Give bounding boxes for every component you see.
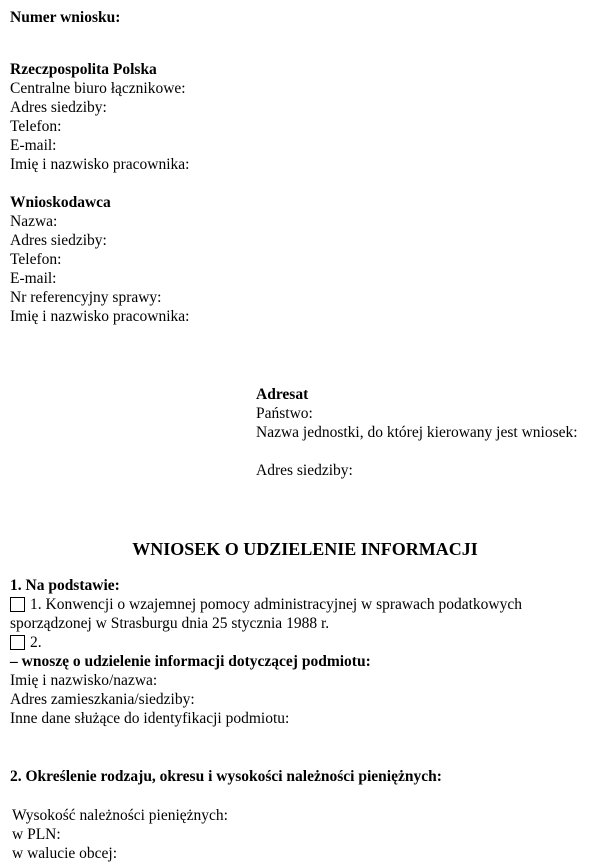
other-basis-label: 2. (30, 634, 42, 651)
subject-field-address: Adres zamieszkania/siedziby: (10, 691, 195, 708)
sender-field-email: E-mail: (10, 137, 57, 154)
applicant-field-email: E-mail: (10, 270, 57, 287)
applicant-heading: Wnioskodawca (10, 194, 111, 211)
addressee-field-country: Państwo: (256, 405, 313, 422)
sender-heading: Rzeczpospolita Polska (10, 61, 157, 78)
applicant-field-employee: Imię i nazwisko pracownika: (10, 308, 190, 325)
request-number-label: Numer wniosku: (10, 9, 121, 26)
addressee-heading: Adresat (256, 386, 309, 403)
subject-field-other-data: Inne dane służące do identyfikacji podmiotu: (10, 710, 290, 727)
sender-field-address: Adres siedziby: (10, 99, 107, 116)
subject-field-name: Imię i nazwisko/nazwa: (10, 672, 158, 689)
convention-label: 1. Konwencji o wzajemnej pomocy administracyjnej w sprawach podatkowych (30, 596, 522, 613)
legal-basis-option-2[interactable] (10, 633, 42, 652)
amount-foreign-label: w walucie obcej: (12, 845, 118, 862)
legal-basis-option-1[interactable] (10, 595, 522, 614)
applicant-field-address: Adres siedziby: (10, 232, 107, 249)
applicant-field-reference: Nr referencyjny sprawy: (10, 289, 162, 306)
sender-field-employee: Imię i nazwisko pracownika: (10, 156, 190, 173)
addressee-field-unit: Nazwa jednostki, do której kierowany jest wniosek: (256, 424, 578, 441)
document-title: WNIOSEK O UDZIELENIE INFORMACJI (132, 539, 478, 559)
applicant-field-name: Nazwa: (10, 213, 58, 230)
sender-field-liaison-office: Centralne biuro łącznikowe: (10, 80, 186, 97)
convention-checkbox[interactable] (10, 597, 25, 612)
addressee-field-address: Adres siedziby: (256, 462, 353, 479)
applicant-field-phone: Telefon: (10, 251, 62, 268)
amount-label: Wysokość należności pieniężnych: (12, 807, 228, 824)
amount-pln-label: w PLN: (12, 826, 61, 843)
section1-heading: 1. Na podstawie: (10, 577, 120, 594)
section2-heading: 2. Określenie rodzaju, okresu i wysokości należności pieniężnych: (10, 768, 442, 785)
request-heading: – wnoszę o udzielenie informacji dotyczącej podmiotu: (10, 653, 371, 670)
convention-label-continued: sporządzonej w Strasburgu dnia 25 stycznia 1988 r. (10, 615, 330, 632)
other-basis-checkbox[interactable] (10, 635, 25, 650)
sender-field-phone: Telefon: (10, 118, 62, 135)
